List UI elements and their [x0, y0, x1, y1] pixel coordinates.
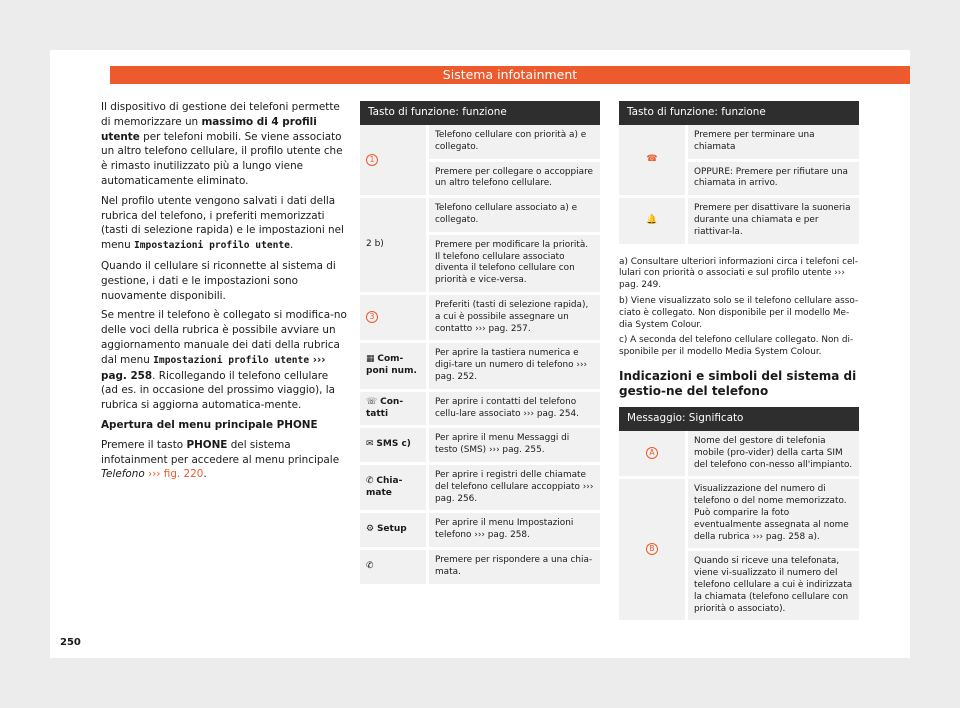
paragraph-5: Premere il tasto PHONE del sistema infotainment per accedere al menu principale Telefono ››› fig. 220.: [101, 438, 340, 481]
paragraph-3: Quando il cellulare si riconnette al sistema di gestione, i dati e le impostazioni sono nuovamente disponibili.: [101, 259, 336, 302]
value-cell: Per aprire i contatti del telefono cellu-lare associato ››› pag. 254.: [428, 390, 601, 427]
table-title: Tasto di funzione: funzione: [360, 101, 600, 125]
key-cell: [619, 125, 687, 197]
paragraph-2: Nel profilo utente vengono salvati i dati della rubrica del telefono, i preferiti memorizzati (tasti di selezione rapida) e le impostazioni nel menu Impostazioni profilo utente.: [101, 194, 344, 252]
paragraph-1: Il dispositivo di gestione dei telefoni permette di memorizzare un massimo di 4 profili utente per telefoni mobili. Se viene associato un altro telefono cellulare, il profilo utente che è rimasto inutilizzato più a lungo viene automaticamente eliminato.: [101, 101, 343, 187]
table-title: Tasto di funzione: funzione: [619, 101, 859, 125]
key-cell: ✉ SMS c): [360, 427, 428, 464]
value-cell: Premere per modificare la priorità. Il telefono cellulare associato diventa il telefono cellulare con priorità e vice-versa.: [428, 233, 601, 293]
circle-a-icon: A: [646, 447, 658, 459]
paragraph-4: Se mentre il telefono è collegato si modifica‐no delle voci della rubrica è possibile avviare un aggiornamento manuale dei dati della rubrica dal menu Impostazioni profilo utente ››› pag. 258. Ricollegando il telefono cellulare (ad es. in occasione del prossimo viaggio), la rubrica si aggiorna automatica‐mente.: [101, 309, 347, 412]
key-cell: [619, 197, 687, 245]
message-table: [619, 407, 859, 623]
value-cell: Premere per terminare una chiamata: [687, 125, 860, 160]
page: [50, 50, 910, 658]
value-cell: Premere per rispondere a una chia-mata.: [428, 548, 601, 585]
section-header: Sistema infotainment: [110, 66, 910, 84]
key-cell: [360, 125, 428, 197]
footnote-b: b) Viene visualizzato solo se il telefono cellulare asso-ciato è collegato. Non disponibile per il modello Me-dia System Colour.: [619, 295, 859, 330]
key-cell: 2 b): [360, 197, 428, 294]
value-cell: Telefono cellulare con priorità a) e collegato.: [428, 125, 601, 160]
key-cell: ✆ Chia-mate: [360, 463, 428, 511]
heading-phone-menu: Apertura del menu principale PHONE: [101, 418, 318, 431]
footnote-a: a) Consultare ulteriori informazioni circa i telefoni cel-lulari con priorità o associati e sul profilo utente ››› pag. 249.: [619, 256, 859, 291]
key-cell: ⚙ Setup: [360, 512, 428, 549]
key-cell: [619, 431, 687, 478]
page-number: 250: [60, 637, 81, 648]
column-middle: [360, 101, 600, 587]
envelope-icon: ✉: [366, 439, 377, 450]
value-cell: Per aprire il menu Messaggi di testo (SMS) ››› pag. 255.: [428, 427, 601, 464]
column-right: [619, 101, 859, 623]
circle-b-icon: B: [646, 543, 658, 555]
footnotes: [619, 257, 859, 359]
settings-icon: ⚙: [366, 524, 377, 535]
value-cell: Telefono cellulare associato a) e collegato.: [428, 197, 601, 234]
circle-1-icon: 1: [366, 154, 378, 166]
value-cell: Nome del gestore di telefonia mobile (pro-vider) della carta SIM del telefono con-nesso all'impianto.: [687, 431, 860, 478]
key-cell: [360, 548, 428, 585]
answer-call-icon: ✆: [366, 560, 374, 571]
value-cell: OPPURE: Premere per rifiutare una chiamata in arrivo.: [687, 160, 860, 197]
value-cell: Premere per disattivare la suoneria durante una chiamata e per riattivar-la.: [687, 197, 860, 245]
function-table-2: [619, 101, 859, 247]
call-log-icon: ✆: [366, 475, 377, 486]
key-cell: [619, 478, 687, 622]
key-cell: ☏ Con-tatti: [360, 390, 428, 427]
key-cell: ▦ Com-poni num.: [360, 342, 428, 390]
column-left: [101, 100, 347, 487]
value-cell: Per aprire il menu Impostazioni telefono ››› pag. 258.: [428, 512, 601, 549]
end-call-icon: ☎: [646, 154, 658, 165]
value-cell: Quando si riceve una telefonata, viene vi-sualizzato il numero del telefono cellulare a cui è indirizzata la chiamata (telefono cellulare con priorità o associato).: [687, 550, 860, 622]
value-cell: Premere per collegare o accoppiare un altro telefono cellulare.: [428, 160, 601, 197]
function-table-1: [360, 101, 600, 587]
value-cell: Per aprire i registri delle chiamate del telefono cellulare accoppiato ››› pag. 256.: [428, 463, 601, 511]
keypad-icon: ▦: [366, 354, 378, 365]
value-cell: Visualizzazione del numero di telefono o del nome memorizzato. Può comparire la foto eventualmente assegnata al nome della rubrica ››› pag. 258 a).: [687, 478, 860, 550]
footnote-c: c) A seconda del telefono cellulare collegato. Non di-sponibile per il modello Media System Colour.: [619, 335, 854, 358]
table-title: Messaggio: Significato: [619, 407, 859, 431]
subheading: Indicazioni e simboli del sistema di gestio-ne del telefono: [619, 368, 857, 398]
key-cell: [360, 293, 428, 341]
value-cell: Preferiti (tasti di selezione rapida), a cui è possibile assegnare un contatto ››› pag. 257.: [428, 293, 601, 341]
mute-ringtone-icon: 🔔: [646, 214, 658, 225]
contacts-icon: ☏: [366, 396, 381, 407]
value-cell: Per aprire la tastiera numerica e digi-tare un numero di telefono ››› pag. 252.: [428, 342, 601, 390]
circle-3-icon: 3: [366, 311, 378, 323]
